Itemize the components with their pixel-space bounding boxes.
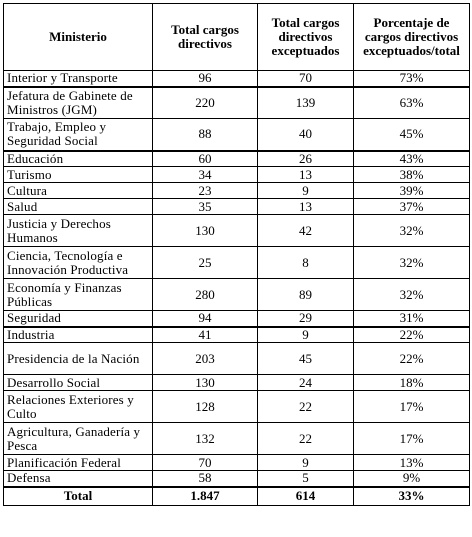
cell-ministerio: Justicia y Derechos Humanos [4, 215, 153, 247]
cell-porcentaje: 31% [354, 311, 470, 327]
cell-ministerio: Industria [4, 327, 153, 343]
cell-ministerio: Agricultura, Ganadería y Pesca [4, 423, 153, 455]
header-row [4, 4, 470, 71]
table-footer [4, 487, 470, 506]
cell-total: 34 [153, 167, 258, 183]
cell-exceptuados: 13 [258, 167, 354, 183]
cell-total: 130 [153, 375, 258, 391]
cell-porcentaje: 18% [354, 375, 470, 391]
table-row [4, 151, 470, 167]
total-porcentaje-value: 33% [354, 487, 470, 506]
cell-total: 70 [153, 455, 258, 471]
header-total-cargos: Total cargos directivos [153, 4, 258, 71]
table-row [4, 199, 470, 215]
cell-ministerio: Educación [4, 151, 153, 167]
cell-total: 25 [153, 247, 258, 279]
cell-porcentaje: 45% [354, 119, 470, 151]
cell-exceptuados: 45 [258, 343, 354, 375]
cell-exceptuados: 5 [258, 471, 354, 487]
header-porcentaje: Porcentaje de cargos directivos exceptuados/total [354, 4, 470, 71]
cell-total: 35 [153, 199, 258, 215]
cell-porcentaje: 13% [354, 455, 470, 471]
cell-porcentaje: 32% [354, 215, 470, 247]
table-row [4, 327, 470, 343]
table-row [4, 215, 470, 247]
cell-exceptuados: 9 [258, 183, 354, 199]
cell-exceptuados: 24 [258, 375, 354, 391]
cell-ministerio: Desarrollo Social [4, 375, 153, 391]
cell-total: 220 [153, 87, 258, 119]
cell-exceptuados: 29 [258, 311, 354, 327]
cell-total: 88 [153, 119, 258, 151]
total-cargos-value: 1.847 [153, 487, 258, 506]
cell-total: 94 [153, 311, 258, 327]
cell-porcentaje: 22% [354, 327, 470, 343]
table-row [4, 423, 470, 455]
cell-total: 130 [153, 215, 258, 247]
cell-ministerio: Cultura [4, 183, 153, 199]
cell-total: 58 [153, 471, 258, 487]
cell-total: 280 [153, 279, 258, 311]
table-row [4, 391, 470, 423]
cell-porcentaje: 38% [354, 167, 470, 183]
cell-ministerio: Jefatura de Gabinete de Ministros (JGM) [4, 87, 153, 119]
cell-total: 41 [153, 327, 258, 343]
cell-total: 132 [153, 423, 258, 455]
table-row [4, 247, 470, 279]
cell-ministerio: Seguridad [4, 311, 153, 327]
cell-porcentaje: 43% [354, 151, 470, 167]
cell-porcentaje: 32% [354, 247, 470, 279]
cell-ministerio: Ciencia, Tecnología e Innovación Productiva [4, 247, 153, 279]
cell-porcentaje: 63% [354, 87, 470, 119]
header-cargos-exceptuados: Total cargos directivos exceptuados [258, 4, 354, 71]
cell-ministerio: Planificación Federal [4, 455, 153, 471]
cell-porcentaje: 9% [354, 471, 470, 487]
table-row [4, 455, 470, 471]
cell-ministerio: Turismo [4, 167, 153, 183]
cell-total: 96 [153, 71, 258, 87]
cell-ministerio: Economía y Finanzas Públicas [4, 279, 153, 311]
table-row [4, 471, 470, 487]
table-row [4, 375, 470, 391]
table-row [4, 71, 470, 87]
table-row [4, 183, 470, 199]
cell-exceptuados: 42 [258, 215, 354, 247]
table-row [4, 279, 470, 311]
ministerios-table [3, 3, 470, 506]
cell-exceptuados: 40 [258, 119, 354, 151]
cell-porcentaje: 37% [354, 199, 470, 215]
header-ministerio: Ministerio [4, 4, 153, 71]
cell-total: 128 [153, 391, 258, 423]
table-row [4, 167, 470, 183]
table-body [4, 71, 470, 487]
cell-porcentaje: 32% [354, 279, 470, 311]
cell-ministerio: Relaciones Exteriores y Culto [4, 391, 153, 423]
cell-exceptuados: 22 [258, 423, 354, 455]
cell-ministerio: Defensa [4, 471, 153, 487]
total-row [4, 487, 470, 506]
cell-ministerio: Salud [4, 199, 153, 215]
total-label: Total [4, 487, 153, 506]
cell-exceptuados: 22 [258, 391, 354, 423]
table-header [4, 4, 470, 71]
cell-ministerio: Presidencia de la Nación [4, 343, 153, 375]
cell-porcentaje: 22% [354, 343, 470, 375]
cell-ministerio: Interior y Transporte [4, 71, 153, 87]
cell-exceptuados: 8 [258, 247, 354, 279]
total-exceptuados-value: 614 [258, 487, 354, 506]
table-row [4, 343, 470, 375]
table-row [4, 119, 470, 151]
cell-exceptuados: 9 [258, 455, 354, 471]
cell-exceptuados: 13 [258, 199, 354, 215]
cell-total: 60 [153, 151, 258, 167]
cell-ministerio: Trabajo, Empleo y Seguridad Social [4, 119, 153, 151]
cell-total: 23 [153, 183, 258, 199]
cell-porcentaje: 17% [354, 391, 470, 423]
cell-exceptuados: 89 [258, 279, 354, 311]
cell-exceptuados: 139 [258, 87, 354, 119]
cell-exceptuados: 26 [258, 151, 354, 167]
cell-porcentaje: 39% [354, 183, 470, 199]
cell-porcentaje: 73% [354, 71, 470, 87]
cell-total: 203 [153, 343, 258, 375]
table-row [4, 87, 470, 119]
table-row [4, 311, 470, 327]
cell-exceptuados: 70 [258, 71, 354, 87]
cell-exceptuados: 9 [258, 327, 354, 343]
cell-porcentaje: 17% [354, 423, 470, 455]
